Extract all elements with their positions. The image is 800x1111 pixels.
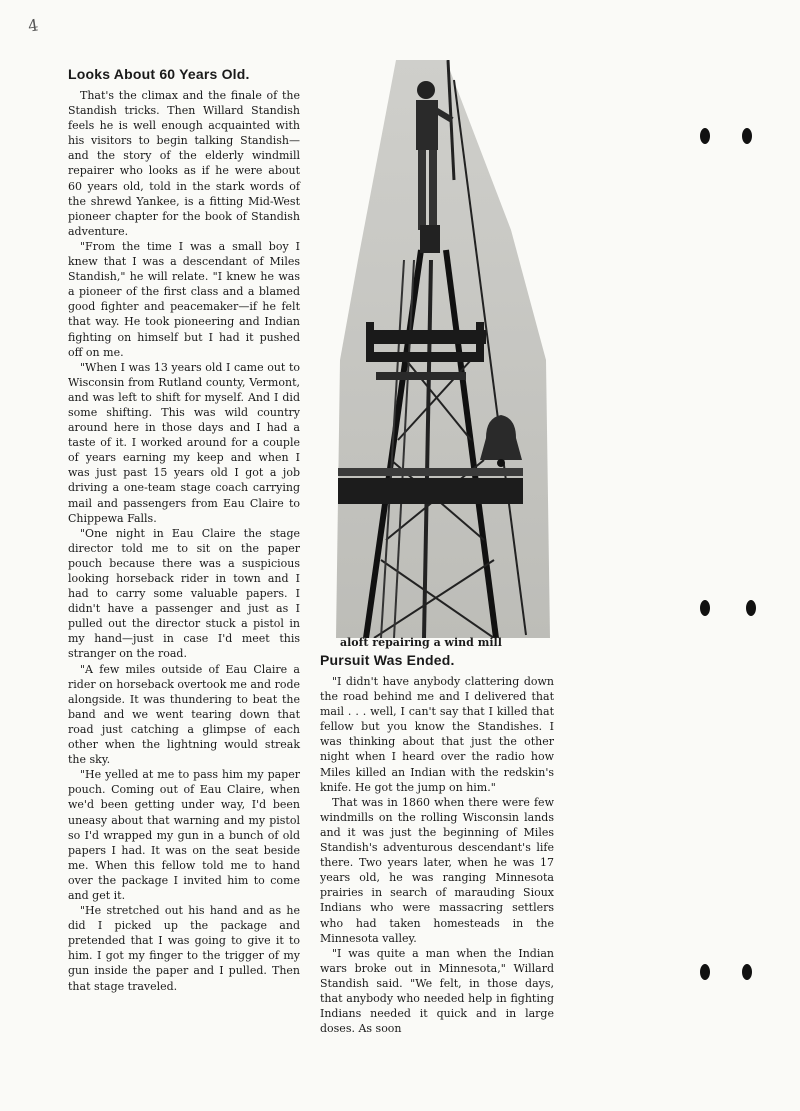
paragraph: "One night in Eau Claire the stage director told me to sit on the paper pouch because there was a suspicious looking horseback rider in town and I had to carry some valuable papers. I didn't have a passenger and just as I pulled out the director stuck a pistol in my hand—just in case I'd meet this stranger on the road. xyxy=(68,526,300,661)
section-headline-right: Pursuit Was Ended. xyxy=(320,652,455,668)
paragraph: "He yelled at me to pass him my paper pouch. Coming out of Eau Claire, when we'd been getting under way, I'd been uneasy about that warning and my pistol so I'd wrapped my gun in a bunch of old papers I had. It was on the seat beside me. When this fellow told me to hand over the package I invited him to come and get it. xyxy=(68,768,300,902)
page-number-mark: 4 xyxy=(26,15,40,36)
paragraph: "From the time I was a small boy I knew that I was a descendant of Miles Standish," he will relate. "I knew he was a pioneer of the first class and a blamed good fighter and peacemaker—if he felt that way. He took pioneering and Indian fighting on himself but I had it pushed off on me. xyxy=(68,239,300,359)
binding-hole xyxy=(746,600,756,616)
binding-hole xyxy=(700,600,710,616)
binding-hole xyxy=(742,964,752,980)
photo-caption: aloft repairing a wind mill xyxy=(340,636,502,649)
paragraph: "He stretched out his hand and as he did I picked up the package and pretended that I was going to give it to him. I got my finger to the trigger of my gun inside the paper and I pulled. Then that stage traveled. xyxy=(68,904,300,993)
windmill-photo xyxy=(336,60,550,638)
binding-hole xyxy=(742,128,752,144)
section-headline-left: Looks About 60 Years Old. xyxy=(68,66,250,82)
paragraph: "A few miles outside of Eau Claire a rider on horseback overtook me and rode alongside. It was thundering to beat the band and we went tearing down that road just catching a glimpse of each other when the lightning would streak the sky. xyxy=(68,662,300,767)
binding-hole xyxy=(700,128,710,144)
binding-hole xyxy=(700,964,710,980)
left-article-column xyxy=(68,66,300,994)
paragraph: That was in 1860 when there were few windmills on the rolling Wisconsin lands and it was just the beginning of Miles Standish's adventurous descendant's life there. Two years later, when he was 17 years old, he was ranging Minnesota prairies in search of marauding Sioux Indians who were massacring settlers who had taken homesteads in the Minnesota valley. xyxy=(320,795,554,945)
right-article-column xyxy=(320,652,554,1036)
paragraph: "I didn't have anybody clattering down the road behind me and I delivered that mail . . . well, I can't say that I killed that fellow but you know the Standishes. I was thinking about that just the other night when I heard over the radio how Miles killed an Indian with the redskin's knife. He got the jump on him." xyxy=(320,675,554,794)
paragraph: That's the climax and the finale of the Standish tricks. Then Willard Standish feels he is well enough acquainted with his visitors to begin talking Standish—and the story of the elderly windmill repairer who looks as if he were about 60 years old, told in the stark words of the shrewd Yankee, is a fitting Mid-West pioneer chapter for the book of Standish adventure. xyxy=(68,89,300,238)
paragraph: "I was quite a man when the Indian wars broke out in Minnesota," Willard Standish said. "We felt, in those days, that anybody who needed help in fighting Indians needed it quick and in large doses. As soon xyxy=(320,946,554,1036)
paragraph: "When I was 13 years old I came out to Wisconsin from Rutland county, Vermont, and was left to shift for myself. And I did some shifting. This was wild country around here in those days and I had a taste of it. I worked around for a couple of years earning my keep and when I was just past 15 years old I got a job driving a one-team stage coach carrying mail and passengers from Eau Claire to Chippewa Falls. xyxy=(68,360,300,525)
